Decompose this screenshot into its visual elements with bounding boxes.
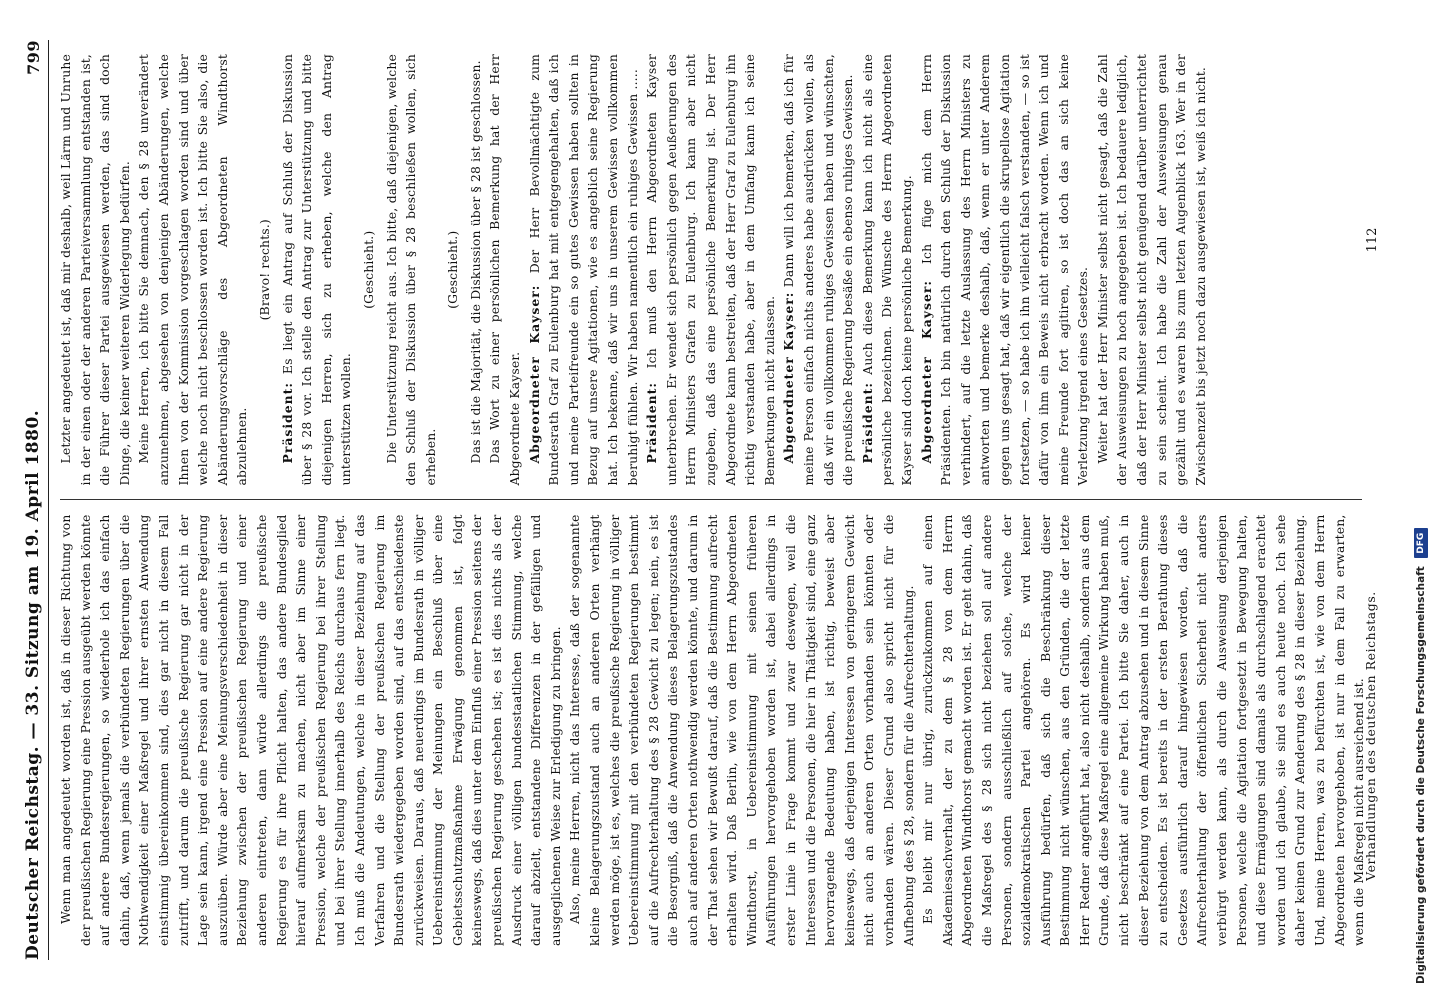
stage-direction: (Bravo! rechts.)	[256, 219, 272, 321]
left-column	[56, 501, 1367, 961]
text-columns	[56, 40, 1367, 960]
paragraph	[858, 54, 917, 486]
paragraph	[278, 54, 356, 486]
paragraph	[779, 54, 857, 486]
speaker-name: Abgeordneter Kayser:	[526, 284, 542, 464]
stage-direction: (Geschieht.)	[360, 230, 376, 309]
header-title: Deutscher Reichstag. — 33. Sitzung am 19. April 1880.	[23, 409, 43, 960]
speech-text: Ich füge mich dem Herrn Präsidenten. Ich bin natürlich durch den Schluß der Diskussion verhindert, auf die letzte Auslassung des Herrn Ministers zu antworten und bemerke deshalb, daß, wenn er unter Anderem gegen uns gesagt hat, daß wir eigentlich die skrupellose Agitation fortsetzen, — so habe ich ihn vielleicht falsch verstanden, — so ist dafür von ihm ein Beweis nicht erbracht worden. Wenn ich und meine Freunde fort agitiren, so ist doch das an sich keine Verletzung irgend eines Gesetzes.	[918, 54, 1091, 486]
paragraph: Letzter angedeutet ist, daß mir deshalb, weil Lärm und Unruhe in der einen oder der anderen Parteiversammlung entstanden ist, die Führer dieser Partei ausgewiesen werden, das sind doch Dinge, die keiner weiteren Widerlegung bedürfen.	[58, 54, 132, 486]
right-column	[56, 40, 1362, 500]
speaker-name: Präsident:	[279, 382, 295, 464]
speech-text: Auch diese Bemerkung kann ich nicht als eine persönliche bezeichnen. Die Wünsche des Herrn Abgeordneten Kayser sind doch keine persönliche Bemerkung.	[859, 54, 914, 486]
speaker-name: Präsident:	[859, 382, 875, 464]
paragraph: Das ist die Majorität, die Diskussion über § 28 ist geschlossen.	[467, 60, 483, 464]
sheet-signature: 112	[1365, 227, 1380, 253]
speech-text: Der Herr Bevollmächtigte zum Bundesrath Graf zu Eulenburg hat mit entgegengehalten, daß ich und meine Parteifreunde ein so gutes Gewissen haben sollten in Bezug auf unsere Agitationen, wie es angeblich seine Regierung hat. Ich bekenne, daß wir uns in unserem Gewissen vollkommen beruhigt fühlen. Wir haben namentlich ein ruhiges Gewissen .....	[526, 54, 640, 486]
paragraph	[642, 54, 779, 486]
speaker-name: Präsident:	[644, 382, 660, 464]
paragraph: Es bleibt mir nur übrig, zurückzukommen auf einen Akademiesachverhalt, der zu dem § 28 von dem Herrn Abgeordneten Windthorst gemacht worden ist. Er geht dahin, daß die Maßregel des § 28 sich nicht beziehen soll auf andere Personen, sondern ausschließlich auf solche, welche der sozialdemokratischen Partei angehören. Es wird keiner Ausführung bedürfen, daß sich die Beschränkung dieser Bestimmung nicht wünschen, aus den Gründen, die der letzte Herr Redner angeführt hat, also nicht deshalb, sondern aus dem Grunde, daß diese Maßregel eine allgemeine Wirkung haben muß, nicht beschränkt auf eine Partei. Ich bitte Sie daher, auch in dieser Beziehung von dem Antrag abzusehen und in diesem Sinne zu entscheiden. Es ist bereits in der ersten Berathung dieses Gesetzes ausführlich darauf hingewiesen worden, daß die Aufrechterhaltung der öffentlichen Sicherheit nicht anders verbürgt werden kann, als durch die Ausweisung derjenigen Personen, welche die Agitation fortgesetzt in Bewegung halten, und diese Ermägungen sind damals als durchschlagend erachtet worden und ich glaube, sie sind es auch heute noch. Ich sehe daher keinen Grund zur Aenderung des § 28 in dieser Beziehung. Und, meine Herren, was zu befürchten ist, wie von dem Herrn Abgeordneten hervorgehoben, ist nur in dem Fall zu erwarten, wenn die Maßregel nicht ausreichend ist.	[920, 514, 1367, 946]
column-divider	[60, 500, 1362, 501]
paragraph: Die Unterstützung reicht aus. Ich bitte, daß diejenigen, welche den Schluß der Diskussion über § 28 beschließen wollen, sich erheben.	[383, 54, 438, 486]
speech-text: Ich muß den Herrn Abgeordneten Kayser unterbrechen. Er wendet sich persönlich gegen Aeußerungen des Herrn Ministers Grafen zu Eulenburg. Ich kann aber nicht zugeben, daß das eine persönliche Bemerkung ist. Der Herr Abgeordnete kann bestreiten, daß der Herr Graf zu Eulenburg ihn richtig verstanden habe, aber in dem Umfang kann ich seine Bemerkungen nicht zulassen.	[644, 54, 777, 486]
speaker-name: Abgeordneter Kayser:	[918, 280, 934, 464]
paragraph	[525, 54, 643, 486]
dfg-logo: DFG	[1414, 528, 1428, 558]
paragraph: Wenn man angedeutet worden ist, daß in dieser Richtung von der preußischen Regierung eine Pression ausgeübt werden könnte auf andere Bundesregierungen, so wiederhole ich das einfach dahin, daß, wenn jemals die verbündeten Regierungen über die Nothwendigkeit einer Maßregel und ihrer ernsten Anwendung einstimmig übereinkommen sind, dies gar nicht in diesem Fall zutrifft, und darum die preußische Regierung gar nicht in der Lage sein kann, irgend eine Pression auf eine andere Regierung auszuüben. Würde aber eine Meinungsverschiedenheit in dieser Beziehung zwischen der preußischen Regierung und einer anderen eintreten, dann würde allerdings die preußische Regierung es für ihre Pflicht halten, das andere Bundesglied hierauf aufmerksam zu machen, nicht aber im Sinne einer Pression, welche der preußischen Regierung bei ihrer Stellung und bei ihrer Stellung innerhalb des Reichs durchaus fern liegt. Ich muß die Andeutungen, welche in dieser Beziehung auf das Verfahren und die Stellung der preußischen Regierung im Bundesrath wiedergegeben worden sind, auf das entschiedenste zurückweisen. Daraus, daß neuerdings im Bundesrath in völliger Uebereinstimmung der Meinungen ein Beschluß über eine Gebietsschutzmaßnahme Erwägung genommen ist, folgt keineswegs, daß dies unter dem Einfluß einer Pression seitens der preußischen Regierung geschehen ist; es ist dies nichts als der Ausdruck einer völligen bundesstaatlichen Stimmung, welche darauf abzielt, entstandene Differenzen in der gefälligen und ausgeglichenen Weise zur Erledigung zu bringen.	[58, 514, 563, 946]
paragraph: Meine Herren, ich bitte Sie demnach, den § 28 unverändert anzunehmen, abgesehen von denjenigen Abänderungen, welche Ihnen von der Kommission vorgeschlagen worden sind und über welche noch nicht beschlossen worden ist. Ich bitte Sie also, die Abänderungsvorschläge des Abgeordneten Windthorst abzulehnen.	[136, 54, 250, 486]
speech-text: Es liegt ein Antrag auf Schluß der Diskussion über § 28 vor. Ich stelle den Antrag zur Unterstützung und bitte diejenigen Herren, sich zu erheben, welche den Antrag unterstützen wollen.	[279, 54, 354, 486]
speaker-name: Abgeordneter Kayser:	[781, 291, 797, 464]
page-number: 799	[23, 40, 43, 75]
speech-text: Dann will ich bemerken, daß ich für meine Person einfach nichts anderes habe ausdrücken wollen, als daß wir ein vollkommen ruhiges Gewissen haben und wünschten, die preußische Regierung besäße ein ebenso ruhiges Gewissen.	[781, 54, 856, 486]
page-header	[18, 40, 49, 960]
dfg-credit-text: Digitalisierung gefördert durch die Deutsche Forschungsgemeinschaft	[1415, 566, 1427, 984]
paragraph: Also, meine Herren, nicht das Interesse, daß der sogenannte kleine Belagerungszustand auch an anderen Orten verhängt werden möge, ist es, welches die preußische Regierung in völliger Uebereinstimmung mit den verbündeten Regierungen bestimmt auf die Aufrechterhaltung des § 28 Gewicht zu legen; nein, es ist die Besorgniß, daß die Anwendung dieses Belagerungszustandes auch auf anderen Orten nothwendig werden könnte, und darum in der That sehen wir Bewußt darauf, daß die Bestimmung aufrecht erhalten wird. Daß Berlin, wie von dem Herrn Abgeordneten Windthorst, in Uebereinstimmung mit seinen früheren Ausführungen hervorgehoben worden ist, dabei allerdings in erster Linie in Frage kommt und zwar deswegen, weil die Interessen und die Personen, die hier in Thätigkeit sind, eine ganz hervorragende Bedeutung haben, ist richtig, beweist aber keineswegs, daß derjenigen Interessen von geringerem Gewicht nicht auch an anderen Orten vorhanden sein könnten oder vorhanden wären. Dieser Grund also spricht nicht für die Aufhebung des § 28, sondern für die Aufrechterhaltung.	[567, 514, 916, 946]
paragraph: Weiter hat der Herr Minister selbst nicht gesagt, daß die Zahl der Ausweisungen zu hoch angegeben ist. Ich bedauere lediglich, daß der Herr Minister selbst nicht genügend darüber unterrichtet zu sein scheint. Ich habe die Zahl der Ausweisungen genau gezählt und es waren bis zum letzten Augenblick 163. Wer in der Zwischenzeit bis jetzt noch dazu ausgewiesen ist, weiß ich nicht.	[1094, 54, 1208, 486]
dfg-credit-strip	[1410, 0, 1432, 1000]
paragraph	[917, 54, 1093, 486]
footer-note: Verhandlungen des deutschen Reichstags.	[1363, 591, 1378, 881]
paragraph: Das Wort zu einer persönlichen Bemerkung hat der Herr Abgeordnete Kayser.	[487, 54, 523, 486]
stage-direction: (Geschieht.)	[445, 230, 461, 309]
